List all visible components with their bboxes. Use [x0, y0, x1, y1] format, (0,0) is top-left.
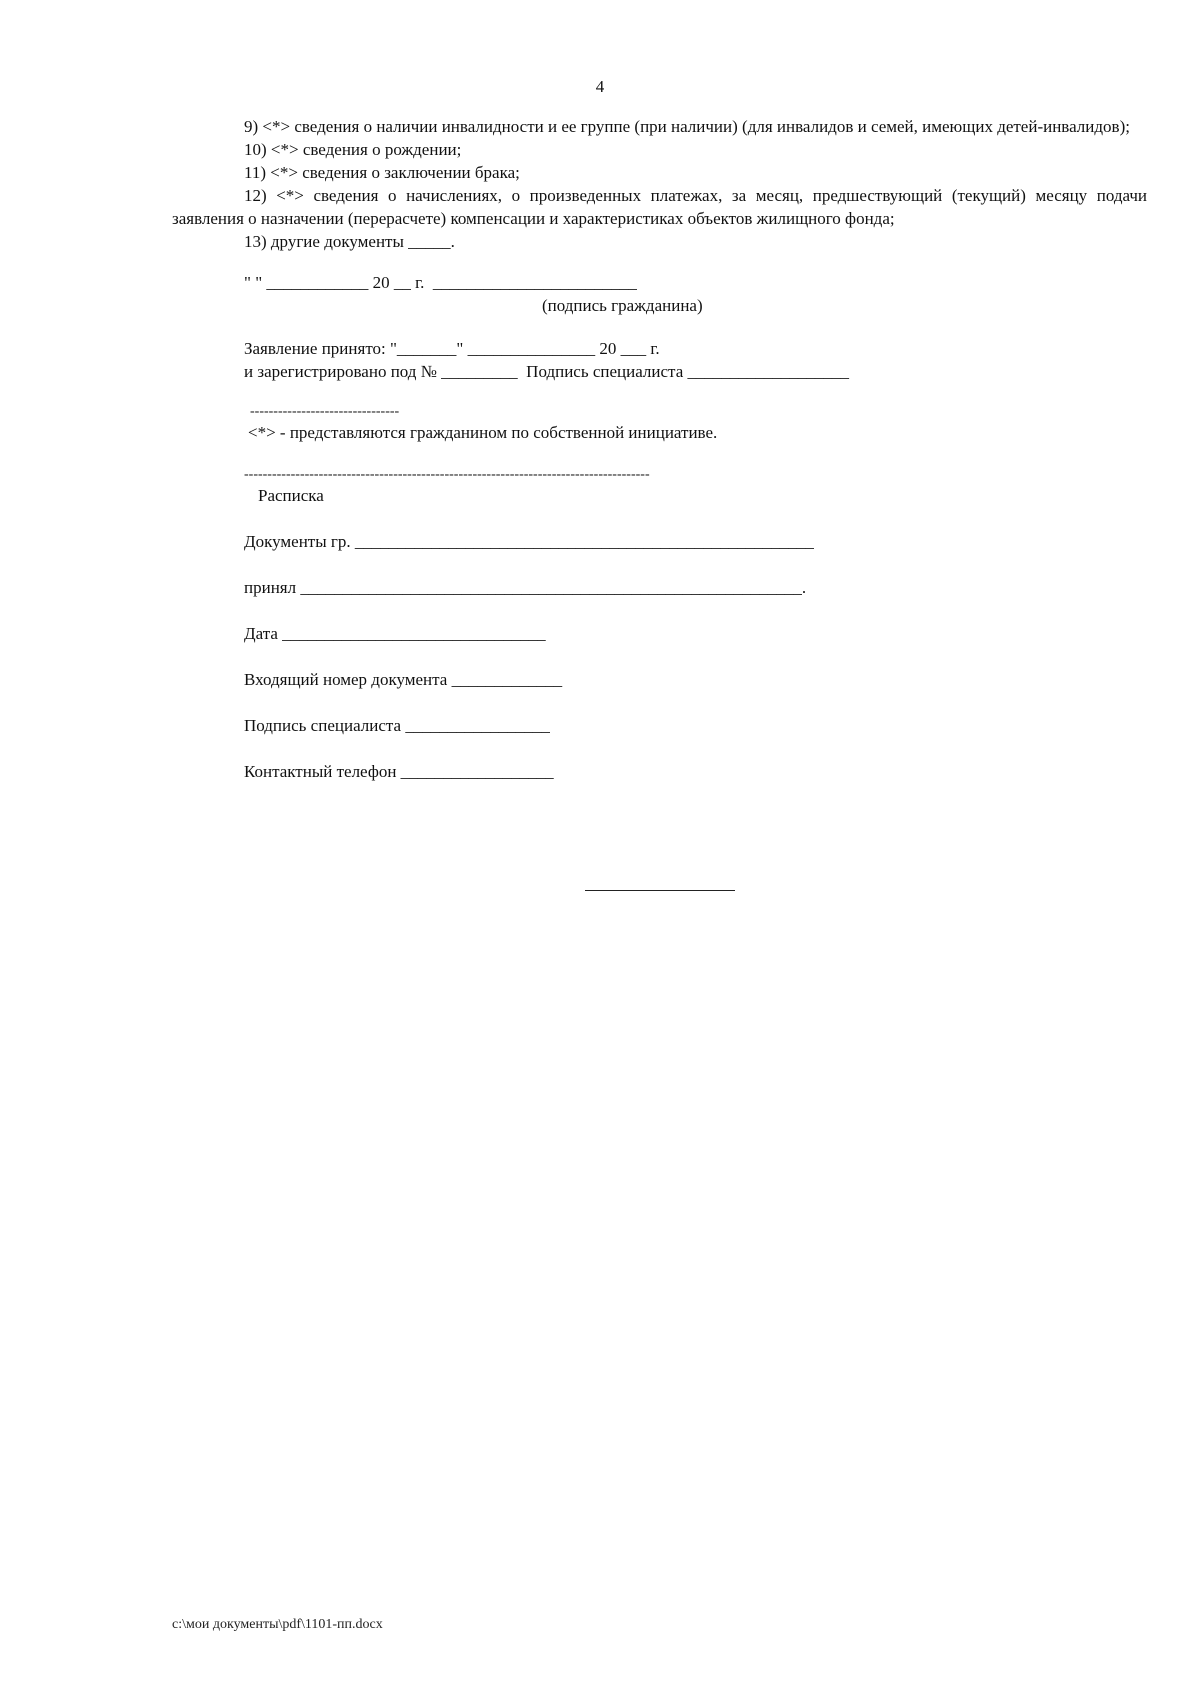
list-item: 13) другие документы _____.: [244, 232, 455, 251]
end-of-document-line: [585, 890, 735, 891]
citizen-signature-caption: (подпись гражданина): [542, 296, 703, 315]
receipt-contact-phone-line: Контактный телефон __________________: [244, 762, 554, 781]
footer-file-path: c:\мои документы\pdf\1101-пп.docx: [172, 1617, 383, 1632]
receipt-incoming-number-line: Входящий номер документа _____________: [244, 670, 563, 689]
receipt-accepted-line: принял ___________________________________________________________.: [244, 578, 807, 597]
list-item: 11) <*> сведения о заключении брака;: [244, 163, 520, 182]
document-body: [172, 115, 1147, 783]
receipt-title: Расписка: [258, 486, 324, 505]
acceptance-line: Заявление принято: "_______" _______________ 20 ___ г.: [244, 339, 660, 358]
list-item: 10) <*> сведения о рождении;: [244, 140, 462, 159]
citizen-signature-line: " " ____________ 20 __ г. ________________________: [244, 273, 637, 292]
receipt-date-line: Дата _______________________________: [244, 624, 546, 643]
cut-line: ---------------------------------------------------------------------------------------: [244, 467, 650, 482]
list-item: 9) <*> сведения о наличии инвалидности и ее группе (при наличии) (для инвалидов и семей, имеющих детей-инвалидов);: [244, 117, 1130, 136]
list-item: 12) <*> сведения о начислениях, о произведенных платежах, за месяц, предшествующий (текущий) месяцу подачи заявления о назначении (перерасчете) компенсации и характеристиках объектов жилищного фонда;: [172, 186, 1147, 228]
receipt-section: [172, 484, 1147, 783]
acceptance-block: [172, 337, 1147, 383]
receipt-documents-line: Документы гр. ______________________________________________________: [244, 532, 814, 551]
registration-line: и зарегистрировано под № _________ Подпись специалиста ___________________: [244, 362, 849, 381]
receipt-specialist-signature-line: Подпись специалиста _________________: [244, 716, 550, 735]
footnote-text: <*> - представляются гражданином по собственной инициативе.: [248, 423, 718, 442]
footnote-separator: --------------------------------: [250, 404, 400, 419]
page-number: 4: [595, 77, 605, 96]
citizen-signature-block: [172, 271, 1147, 317]
